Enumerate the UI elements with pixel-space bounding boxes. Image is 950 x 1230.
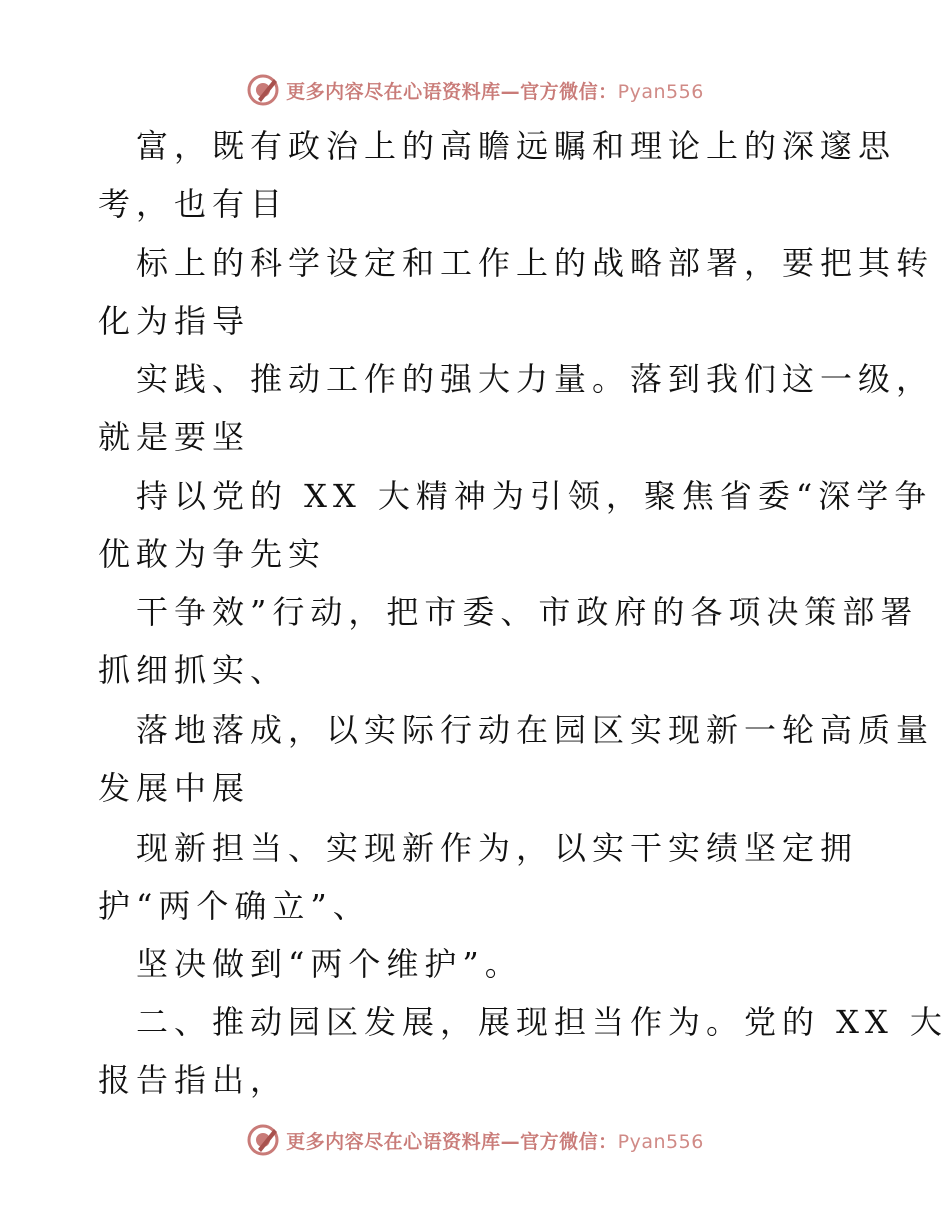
text-line: 发展中展 xyxy=(98,769,251,807)
text-line: 标上的科学设定和工作上的战略部署，要把其转 xyxy=(136,244,935,282)
text-line: 现新担当、实现新作为，以实干实绩坚定拥 xyxy=(136,829,859,867)
text-line: 干争效”行动，把市委、市政府的各项决策部署 xyxy=(136,593,919,631)
text-line: 落地落成，以实际行动在园区实现新一轮高质量 xyxy=(136,711,935,749)
text-line: 护“两个确立”、 xyxy=(98,887,371,925)
header-watermark xyxy=(0,70,950,110)
watermark-text: 更多内容尽在心语资料库—官方微信： xyxy=(286,80,618,103)
text-line: 考，也有目 xyxy=(98,185,289,223)
text-line: 抓细抓实、 xyxy=(98,651,289,689)
text-line: 报告指出， xyxy=(98,1061,289,1099)
section-heading-line: 二、推动园区发展，展现担当作为。党的 XX 大 xyxy=(136,1003,948,1041)
footer-watermark xyxy=(0,1120,950,1160)
pen-logo-icon xyxy=(246,1123,280,1157)
text-line: 化为指导 xyxy=(98,302,251,340)
text-line: 就是要坚 xyxy=(98,418,251,456)
text-line: 实践、推动工作的强大力量。落到我们这一级， xyxy=(136,360,935,398)
watermark-id: Pyan556 xyxy=(617,1130,704,1153)
text-line: 富，既有政治上的高瞻远瞩和理论上的深邃思 xyxy=(136,127,897,165)
watermark-text: 更多内容尽在心语资料库—官方微信： xyxy=(286,1130,618,1153)
watermark-id: Pyan556 xyxy=(617,80,704,103)
text-line: 持以党的 XX 大精神为引领，聚焦省委“深学争 xyxy=(136,477,933,515)
text-line: 坚决做到“两个维护”。 xyxy=(136,945,523,983)
text-line: 优敢为争先实 xyxy=(98,535,327,573)
pen-logo-icon xyxy=(246,73,280,107)
